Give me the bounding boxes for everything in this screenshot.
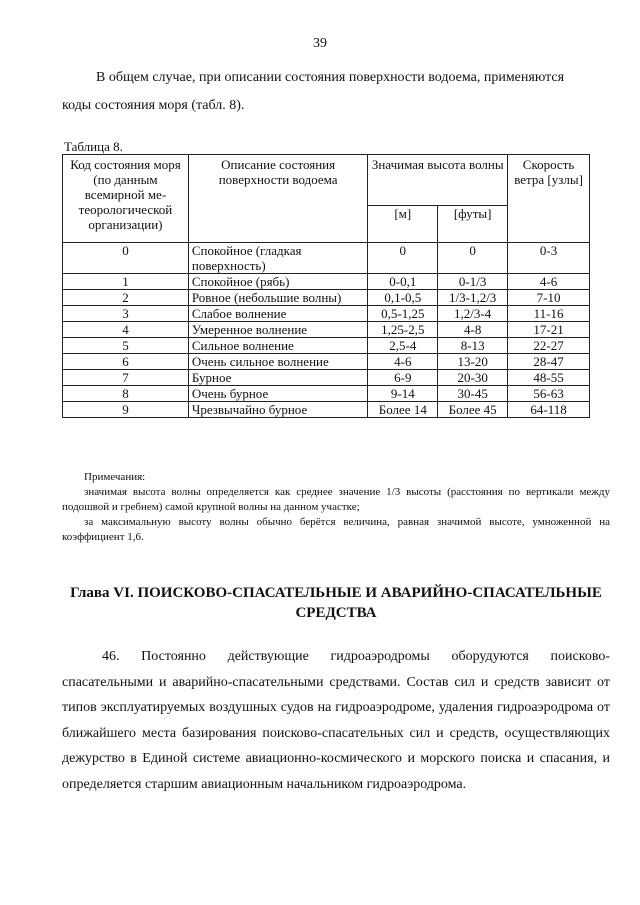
cell-meters: 1,25-2,5: [368, 322, 438, 338]
table-row: [63, 354, 590, 370]
cell-feet: 30-45: [438, 386, 508, 402]
cell-code: 8: [63, 386, 189, 402]
cell-feet: 0: [438, 243, 508, 274]
table-row: [63, 386, 590, 402]
table-row: [63, 322, 590, 338]
cell-description: Спокойное (гладкая поверхность): [188, 243, 368, 274]
cell-description: Чрезвычайно бурное: [188, 402, 368, 418]
chapter-heading-line-1: Глава VI. ПОИСКОВО-СПАСАТЕЛЬНЫЕ И АВАРИЙНО-СПАСАТЕЛЬНЫЕ: [70, 585, 602, 601]
header-description: Описание состояния поверхности водоема: [188, 155, 368, 243]
cell-feet: 13-20: [438, 354, 508, 370]
table-row: [63, 274, 590, 290]
cell-meters: 9-14: [368, 386, 438, 402]
note-1: значимая высота волны определяется как среднее значение 1/3 высоты (расстояния по вертикали между подошвой и гребнем) самой крупной волны на данном участке;: [62, 486, 610, 513]
intro-line-2: коды состояния моря (табл. 8).: [62, 98, 245, 113]
cell-code: 2: [63, 290, 189, 306]
cell-code: 5: [63, 338, 189, 354]
cell-code: 7: [63, 370, 189, 386]
cell-code: 3: [63, 306, 189, 322]
cell-feet: 1/3-1,2/3: [438, 290, 508, 306]
cell-feet: Более 45: [438, 402, 508, 418]
cell-wind: 0-3: [508, 243, 590, 274]
cell-description: Ровное (небольшие волны): [188, 290, 368, 306]
cell-description: Очень бурное: [188, 386, 368, 402]
cell-meters: 0,1-0,5: [368, 290, 438, 306]
cell-wind: 17-21: [508, 322, 590, 338]
header-code: Код состояния моря (по данным всемирной ме-теорологической организации): [63, 155, 189, 243]
cell-meters: 6-9: [368, 370, 438, 386]
cell-wind: 7-10: [508, 290, 590, 306]
notes-title: Примечания:: [84, 471, 146, 483]
cell-wind: 28-47: [508, 354, 590, 370]
cell-wind: 48-55: [508, 370, 590, 386]
cell-code: 4: [63, 322, 189, 338]
cell-meters: Более 14: [368, 402, 438, 418]
cell-description: Бурное: [188, 370, 368, 386]
header-wind-speed: Скорость ветра [узлы]: [508, 155, 590, 243]
cell-description: Умеренное волнение: [188, 322, 368, 338]
cell-wind: 4-6: [508, 274, 590, 290]
cell-feet: 0-1/3: [438, 274, 508, 290]
table-row: [63, 338, 590, 354]
cell-wind: 11-16: [508, 306, 590, 322]
cell-code: 9: [63, 402, 189, 418]
cell-code: 1: [63, 274, 189, 290]
table-row: [63, 290, 590, 306]
cell-feet: 8-13: [438, 338, 508, 354]
cell-feet: 20-30: [438, 370, 508, 386]
chapter-heading-line-2: СРЕДСТВА: [295, 605, 377, 621]
table-row: [63, 402, 590, 418]
cell-description: Спокойное (рябь): [188, 274, 368, 290]
paragraph-46-text: 46. Постоянно действующие гидроаэродромы оборудуются поисково-спасательными и аварийно-спасательными средствами. Состав сил и средств зависит от типов эксплуатируемых воздушных судов на гидроаэродроме, удаления гидроаэродрома от ближайшего места базирования поисково-спасательных сил и средств, осуществляющих дежурство в Единой системе авиационно-космического и морского поиска и спасания, и определяется старшим авиационным начальником гидроаэродрома.: [62, 649, 610, 792]
cell-meters: 0: [368, 243, 438, 274]
cell-feet: 4-8: [438, 322, 508, 338]
cell-feet: 1,2/3-4: [438, 306, 508, 322]
cell-meters: 0,5-1,25: [368, 306, 438, 322]
cell-description: Сильное волнение: [188, 338, 368, 354]
header-wave-height: Значимая высота волны: [368, 155, 508, 206]
cell-code: 0: [63, 243, 189, 274]
note-2: за максимальную высоту волны обычно берётся величина, равная значимой высоте, умноженной на коэффициент 1,6.: [62, 516, 610, 543]
cell-code: 6: [63, 354, 189, 370]
page-number: 39: [313, 36, 327, 51]
header-feet: [футы]: [438, 206, 508, 243]
cell-meters: 2,5-4: [368, 338, 438, 354]
cell-meters: 4-6: [368, 354, 438, 370]
table-notes: [62, 470, 610, 545]
cell-description: Очень сильное волнение: [188, 354, 368, 370]
intro-line-1: В общем случае, при описании состояния поверхности водоема, применяются: [96, 70, 565, 85]
paragraph-46: [62, 644, 610, 797]
cell-wind: 56-63: [508, 386, 590, 402]
header-meters: [м]: [368, 206, 438, 243]
table-caption: Таблица 8.: [64, 139, 123, 154]
table-row: [63, 370, 590, 386]
table-row: [63, 243, 590, 274]
cell-description: Слабое волнение: [188, 306, 368, 322]
table-row: [63, 306, 590, 322]
sea-state-table: [62, 154, 590, 418]
cell-wind: 22-27: [508, 338, 590, 354]
intro-text: [62, 64, 610, 120]
cell-meters: 0-0,1: [368, 274, 438, 290]
cell-wind: 64-118: [508, 402, 590, 418]
chapter-heading: [62, 583, 610, 623]
